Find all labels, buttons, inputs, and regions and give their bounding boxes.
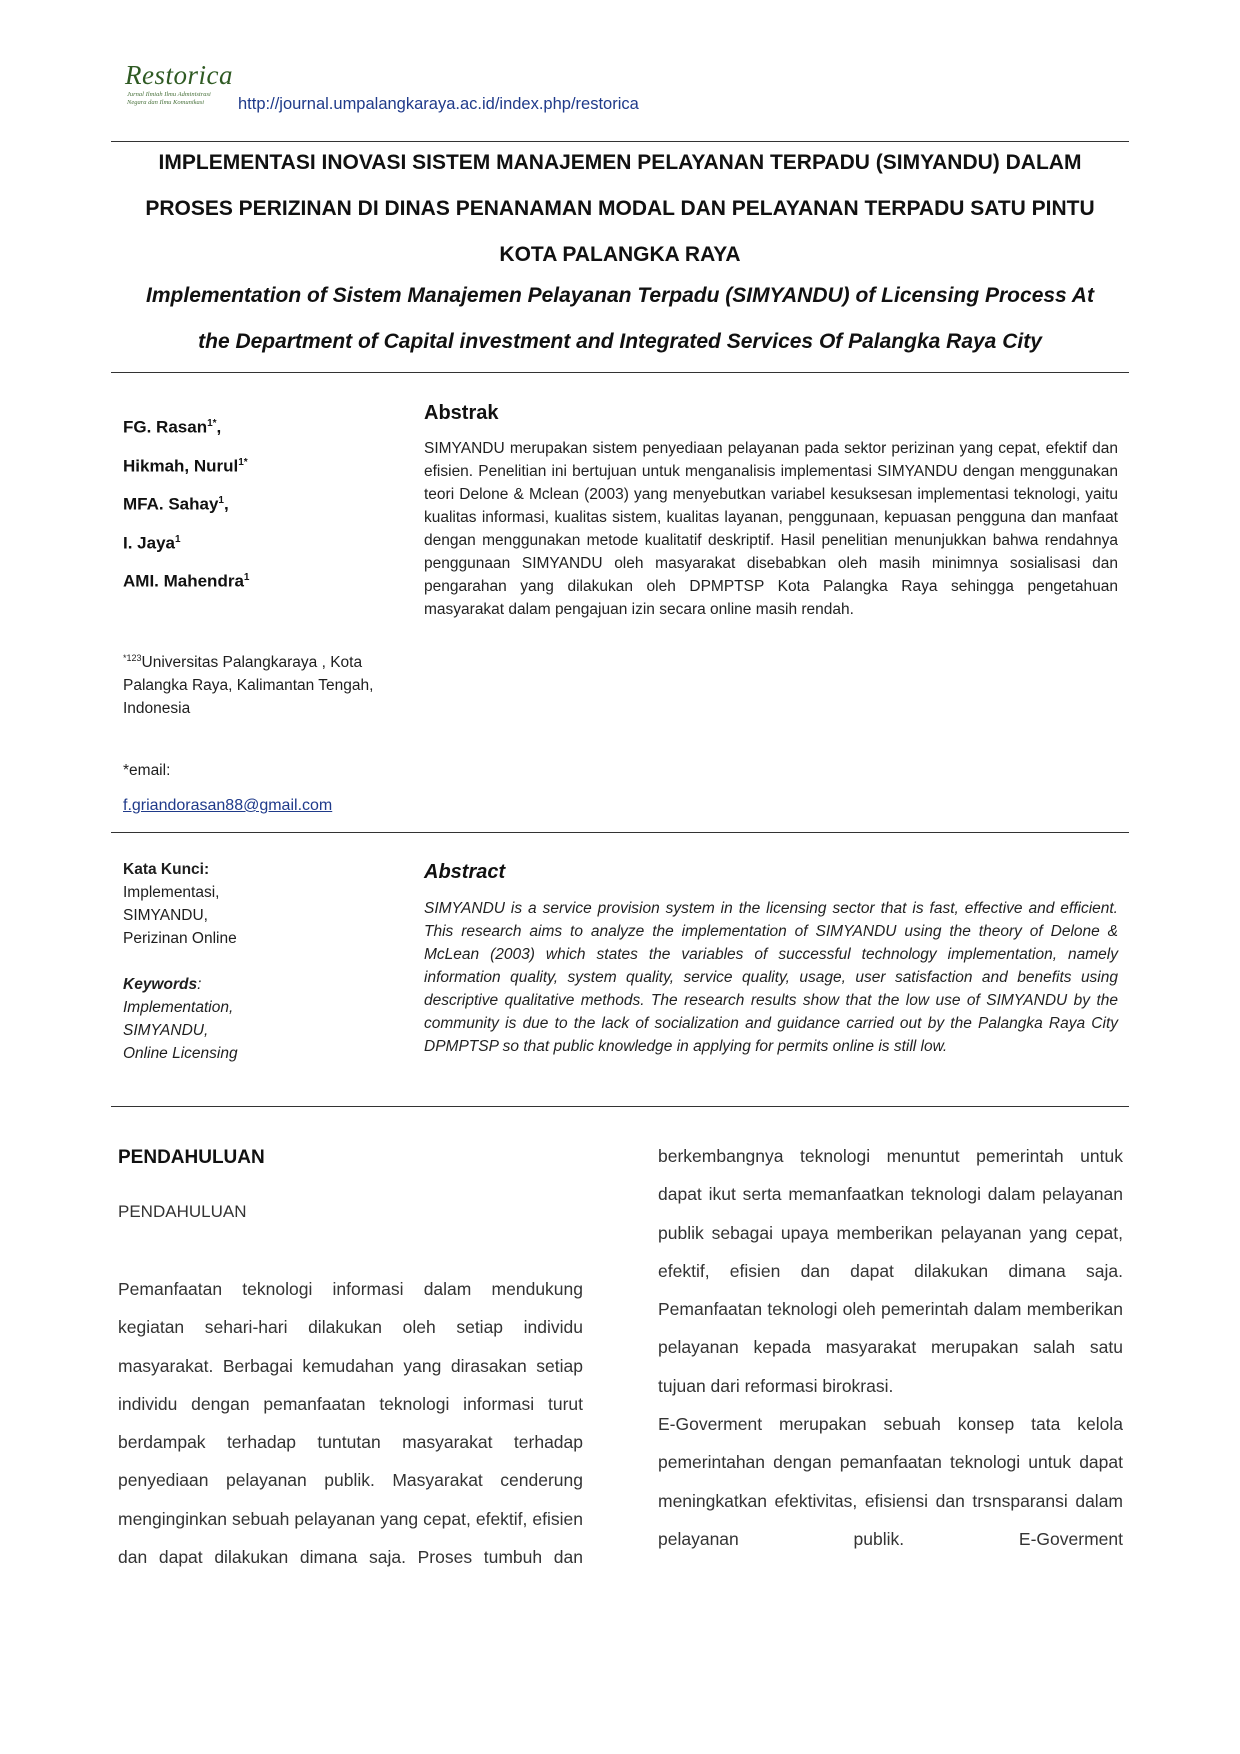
body-paragraph: berkembangnya teknologi menuntut pemerintah untuk dapat ikut serta memanfaatkan teknologi dalam pelayanan publik sebagai upaya memberikan pelayanan yang cepat, efektif, efisien dan dapat dilakukan dimana saja. Pemanfaatan teknologi oleh pemerintah dalam memberikan pelayanan kepada masyarakat merupakan salah satu tujuan dari reformasi birokrasi. xyxy=(658,1146,1123,1396)
body-column-right xyxy=(658,1137,1123,1558)
kata-kunci-item: SIMYANDU, xyxy=(123,907,208,924)
author-item: I. Jaya$^1$ xyxy=(123,533,181,553)
journal-url-link[interactable]: http://journal.umpalangkaraya.ac.id/index.php/restorica xyxy=(238,95,639,113)
abstrak-text: SIMYANDU merupakan sistem penyediaan pelayanan pada sektor perizinan yang cepat, efektif dan efisien. Penelitian ini bertujuan untuk menganalisis implementasi SIMYANDU dengan menggunakan teori Delone & Mclean (2003) yang menyebutkan variabel kesuksesan implementasi teknologi, yaitu kualitas informasi, kualitas sistem, kualitas layanan, penggunaan, kepuasan pengguna dan manfaat dengan menggunakan metode kualitatif deskriptif. Hasil penelitian menunjukkan bahwa rendahnya penggunaan SIMYANDU oleh masyarakat disebabkan oleh masih minimnya sosialisasi dan pengarahan yang dilakukan oleh DPMPTSP Kota Palangka Raya sehingga pengetahuan masyarakat dalam pengajuan izin secara online masih rendah. xyxy=(424,440,1118,618)
email-link[interactable]: f.griandorasan88@gmail.com xyxy=(123,797,333,814)
kata-kunci-item: Implementasi, xyxy=(123,884,220,901)
email-label: *email: xyxy=(123,762,171,779)
keywords-item: Implementation, xyxy=(123,999,234,1016)
author-list xyxy=(123,412,403,605)
author-item: AMI. Mahendra$^1$ xyxy=(123,571,250,591)
abstrak-rule xyxy=(111,832,1129,833)
abstract-heading: Abstract xyxy=(424,861,506,883)
kata-kunci-heading: Kata Kunci: xyxy=(123,861,210,878)
title-id-line-2: PROSES PERIZINAN DI DINAS PENANAMAN MODAL DAN PELAYANAN TERPADU SATU PINTU xyxy=(145,197,1095,220)
logo-wordmark: Restorica xyxy=(125,60,233,90)
title-id-line-1: IMPLEMENTASI INOVASI SISTEM MANAJEMEN PELAYANAN TERPADU (SIMYANDU) DALAM xyxy=(158,151,1082,174)
title-indonesian xyxy=(111,140,1129,278)
abstract-text: SIMYANDU is a service provision system in the licensing sector that is fast, effective and efficient. This research aims to analyze the implementation of SIMYANDU using the theory of Delone & McLean (2003) which states the variables of successful technology implementation, namely information quality, system quality, service quality, usage, user satisfaction and benefits using descriptive qualitative methods. The research results show that the low use of SIMYANDU by the community is due to the lack of socialization and guidance carried out by the Palangka Raya City DPMPTSP so that public knowledge in applying for permits online is still low. xyxy=(424,900,1118,1055)
keywords-heading: Keywords xyxy=(123,976,198,993)
section-subheading: PENDAHULUAN xyxy=(118,1202,247,1221)
body-column-left xyxy=(118,1270,583,1576)
keywords-item: SIMYANDU, xyxy=(123,1022,209,1039)
affiliation-marker: *123 xyxy=(123,653,142,663)
logo-tagline-1: Jurnal Ilmiah Ilmu Administrasi xyxy=(127,91,211,98)
keywords xyxy=(123,973,383,1065)
author-item: MFA. Sahay$^1$, xyxy=(123,494,229,514)
keywords-colon: : xyxy=(197,976,202,993)
logo-tagline-2: Negara dan Ilmu Komunikasi xyxy=(127,99,205,106)
affiliation xyxy=(123,647,413,720)
kata-kunci-item: Perizinan Online xyxy=(123,930,237,947)
section-heading: PENDAHULUAN xyxy=(118,1147,265,1168)
title-en-line-1: Implementation of Sistem Manajemen Pelayanan Terpadu (SIMYANDU) of Licensing Process At xyxy=(146,284,1094,307)
author-item: Hikmah, Nurul$^{1*}$ xyxy=(123,456,248,476)
keywords-item: Online Licensing xyxy=(123,1045,238,1062)
body-paragraph: Pemanfaatan teknologi informasi dalam mendukung kegiatan sehari-hari dilakukan oleh setiap individu masyarakat. Berbagai kemudahan yang dirasakan setiap individu dengan pemanfaatan teknologi informasi turut berdampak terhadap tuntutan masyarakat terhadap penyediaan pelayanan publik. Masyarakat cenderung menginginkan sebuah pelayanan yang cepat, efektif, efisien dan dapat dilakukan dimana saja. Proses tumbuh dan xyxy=(118,1279,583,1568)
kata-kunci xyxy=(123,858,383,950)
abstract-rule xyxy=(111,1106,1129,1107)
body-paragraph: E-Goverment merupakan sebuah konsep tata kelola pemerintahan dengan pemanfaatan teknologi untuk dapat meningkatkan efektivitas, efisiensi dan trsnsparansi dalam pelayanan publik. E-Goverment xyxy=(658,1414,1123,1549)
abstrak-heading: Abstrak xyxy=(424,402,499,424)
journal-logo xyxy=(125,60,237,112)
title-rule xyxy=(111,372,1129,373)
author-item: FG. Rasan$^{1*}$, xyxy=(123,417,222,437)
title-id-line-3: KOTA PALANGKA RAYA xyxy=(499,243,741,266)
title-english xyxy=(111,273,1129,365)
affiliation-text: Universitas Palangkaraya , Kota Palangka Raya, Kalimantan Tengah, Indonesia xyxy=(123,654,374,718)
title-en-line-2: the Department of Capital investment and Integrated Services Of Palangka Raya City xyxy=(198,330,1042,353)
